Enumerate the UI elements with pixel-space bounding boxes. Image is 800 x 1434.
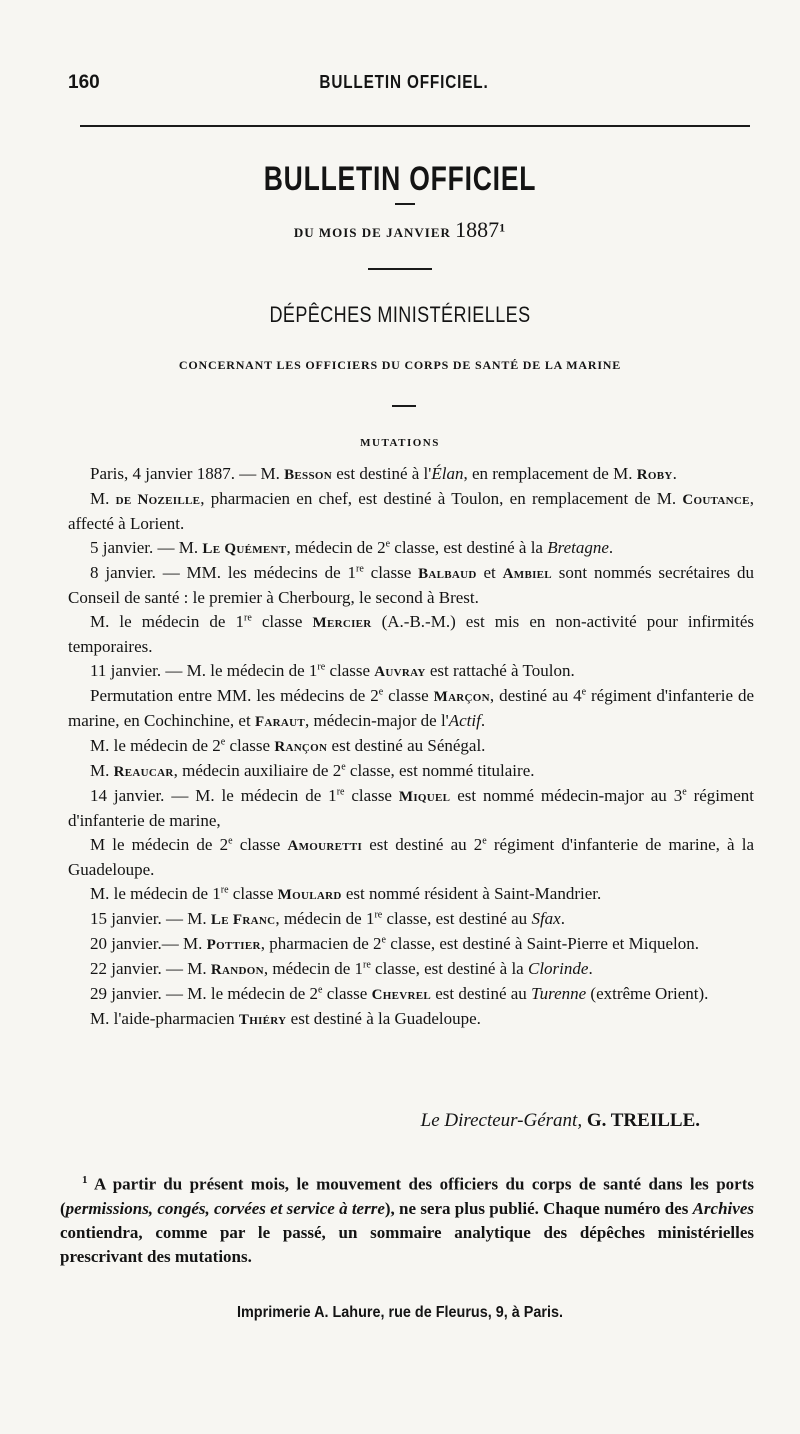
text-run: classe, est destiné au	[382, 909, 532, 928]
italic-text: Archives	[692, 1198, 754, 1218]
superscript: e	[381, 934, 386, 946]
text-run: classe	[232, 835, 288, 854]
subtitle-year: 1887	[455, 217, 500, 242]
title-short-rule	[395, 203, 415, 205]
subtitle-footnote-mark: 1	[499, 220, 507, 235]
text-run: classe, est destiné à la	[370, 959, 528, 978]
person-name: Marçon	[433, 689, 490, 705]
text-run: .	[588, 959, 593, 978]
text-run: est nommé résident à Saint-Mandrier.	[341, 884, 602, 903]
bulletin-title: BULLETIN OFFICIEL	[263, 160, 537, 198]
header-rule	[80, 125, 750, 127]
text-run: classe	[344, 786, 399, 805]
text-run: classe	[225, 736, 275, 755]
footnote	[60, 1168, 754, 1269]
page-number: 160	[68, 72, 100, 93]
superscript: re	[356, 563, 364, 575]
person-name: Moulard	[277, 887, 342, 903]
text-run: classe	[363, 563, 419, 582]
text-run: , en remplacement de M.	[463, 464, 637, 483]
superscript: re	[220, 884, 229, 896]
mutation-entry	[68, 882, 754, 907]
text-run: et	[476, 563, 503, 582]
mutation-entry	[68, 982, 754, 1007]
superscript: e	[220, 736, 226, 748]
text-run: est destiné au	[430, 984, 532, 1003]
mutation-entry	[68, 462, 754, 487]
superscript: 1	[82, 1174, 88, 1186]
subtitle-text: DU MOIS DE JANVIER	[293, 225, 451, 240]
person-name: Coutance	[682, 492, 750, 508]
mutation-entry	[68, 684, 754, 734]
italic-text: Élan	[431, 464, 464, 483]
text-run: est nommé médecin-major au 3	[450, 786, 683, 805]
person-name: Miquel	[398, 789, 451, 805]
signature-name: G. TREILLE.	[586, 1110, 700, 1131]
text-run: 29 janvier. — M. le médecin de 2	[90, 984, 319, 1003]
person-name: Mercier	[312, 615, 372, 631]
superscript: e	[385, 538, 391, 550]
person-name: Pottier	[206, 937, 261, 953]
text-run: , médecin de 2	[286, 538, 386, 557]
text-run: sont nommés secrétaires du Conseil de santé : le premier à Cherbourg, le second à Brest.	[68, 563, 754, 607]
superscript: re	[363, 959, 371, 971]
text-run: .	[480, 711, 486, 730]
text-run: 5 janvier. — M.	[90, 538, 203, 557]
text-run: 8 janvier. — MM. les médecins de 1	[90, 563, 357, 582]
text-run: régiment d'infanterie de marine, en Cochinchine, et	[68, 686, 754, 730]
text-run: est destiné à l'	[331, 464, 432, 483]
person-name: de Nozeille	[115, 492, 201, 508]
text-run: classe	[251, 612, 313, 631]
text-run: 20 janvier.— M.	[90, 934, 207, 953]
text-run: , médecin de 1	[263, 959, 363, 978]
mutation-entry	[68, 833, 754, 882]
person-name: Rançon	[274, 739, 328, 755]
running-head	[68, 72, 740, 96]
text-run: , médecin-major de l'	[305, 711, 449, 730]
mutation-entry	[68, 907, 754, 932]
superscript: re	[317, 661, 326, 673]
text-run: classe	[228, 884, 278, 903]
footnote-paragraph	[60, 1168, 754, 1269]
text-run: classe	[383, 686, 434, 705]
superscript: e	[581, 686, 587, 698]
text-run: A partir du présent mois, le mouvement des officiers du corps de santé dans les ports (	[60, 1174, 754, 1218]
subtitle-rule	[368, 268, 432, 270]
text-run: , affecté à Lorient.	[68, 489, 754, 533]
superscript: e	[682, 786, 687, 798]
text-run: classe, est destiné à Saint-Pierre et Miquelon.	[386, 934, 699, 953]
text-run: classe, est nommé titulaire.	[345, 761, 535, 780]
section-short-rule	[392, 405, 416, 407]
superscript: re	[374, 909, 383, 921]
superscript: re	[336, 786, 345, 798]
text-run: est destiné au Sénégal.	[327, 736, 486, 755]
mutation-entry	[68, 561, 754, 610]
text-run: M le médecin de 2	[90, 835, 229, 854]
superscript: e	[341, 761, 346, 773]
person-name: Le Quément	[202, 541, 287, 557]
text-run: est destiné au 2	[362, 835, 483, 854]
mutation-entry	[68, 759, 754, 784]
text-run: , médecin de 1	[275, 909, 375, 928]
person-name: Thiéry	[238, 1012, 287, 1028]
mutation-entry	[68, 734, 754, 759]
person-name: Reaucar	[113, 764, 174, 780]
printer-imprint: Imprimerie A. Lahure, rue de Fleurus, 9, à Paris.	[237, 1304, 563, 1321]
italic-text: Clorinde	[527, 959, 589, 978]
text-run: régiment d'infanterie de marine, à la Guadeloupe.	[68, 835, 755, 879]
person-name: Randon	[210, 962, 264, 978]
superscript: e	[378, 686, 384, 698]
text-run: Paris, 4 janvier 1887. — M.	[90, 464, 285, 483]
text-run: 22 janvier. — M.	[90, 959, 211, 978]
bulletin-subtitle	[0, 217, 800, 243]
person-name: Auvray	[374, 664, 426, 680]
signature	[421, 1110, 700, 1132]
text-run: .	[672, 464, 677, 483]
mutation-entry	[68, 659, 754, 684]
italic-text: Sfax	[531, 909, 561, 928]
text-run: classe	[325, 661, 375, 680]
text-run: .	[608, 538, 614, 557]
section-subheading: CONCERNANT LES OFFICIERS DU CORPS DE SANTÉ DE LA MARINE	[178, 358, 622, 372]
text-run: M.	[90, 761, 114, 780]
mutation-entry	[68, 784, 754, 833]
superscript: re	[244, 612, 252, 624]
person-name: Le Franc	[210, 912, 276, 928]
text-run: .	[560, 909, 565, 928]
person-name: Balbaud	[418, 566, 477, 582]
superscript: e	[482, 835, 487, 847]
mutation-entry	[68, 957, 754, 982]
text-run: , pharmacien en chef, est destiné à Toulon, en remplacement de M.	[200, 489, 683, 508]
text-run: 11 janvier. — M. le médecin de 1	[90, 661, 318, 680]
text-run: 14 janvier. — M. le médecin de 1	[90, 786, 337, 805]
person-name: Chevrel	[371, 987, 431, 1003]
text-run: (A.-B.-M.) est mis en non-activité pour infirmités temporaires.	[68, 612, 755, 656]
text-run: est rattaché à Toulon.	[425, 661, 575, 680]
person-name: Besson	[284, 467, 332, 483]
person-name: Faraut	[254, 714, 306, 730]
text-run: (extrême Orient).	[586, 984, 709, 1003]
mutation-entry	[68, 487, 754, 536]
text-run: , pharmacien de 2	[260, 934, 382, 953]
section-title: DÉPÊCHES MINISTÉRIELLES	[269, 302, 531, 327]
mutations-heading: MUTATIONS	[360, 437, 440, 449]
text-run: M. le médecin de 2	[90, 736, 221, 755]
text-run: contiendra, comme par le passé, un sommaire analytique des dépêches ministérielles prescrivant des mutations.	[60, 1222, 754, 1266]
text-run: M. le médecin de 1	[90, 884, 221, 903]
text-run: , médecin auxiliaire de 2	[173, 761, 342, 780]
text-run: M. l'aide-pharmacien	[90, 1009, 239, 1028]
running-title: BULLETIN OFFICIEL.	[319, 72, 489, 92]
text-run: 15 janvier. — M.	[90, 909, 211, 928]
text-run: classe	[322, 984, 372, 1003]
mutation-entry	[68, 536, 754, 561]
person-name: Roby	[636, 467, 673, 483]
text-run: ), ne sera plus publié. Chaque numéro des	[384, 1198, 693, 1218]
text-run: M. le médecin de 1	[90, 612, 244, 631]
text-run: Permutation entre MM. les médecins de 2	[90, 686, 379, 705]
mutation-entry	[68, 932, 754, 957]
italic-text: Bretagne	[547, 538, 609, 557]
text-run: M.	[90, 489, 116, 508]
italic-text: Actif	[448, 711, 481, 730]
mutation-entry	[68, 610, 754, 659]
italic-text: permissions, congés, corvées et service à terre	[65, 1198, 385, 1218]
person-name: Ambiel	[502, 566, 552, 582]
signature-role: Le Directeur-Gérant,	[420, 1110, 583, 1131]
mutations-list	[68, 462, 754, 1032]
mutation-entry	[68, 1007, 754, 1032]
person-name: Amouretti	[287, 838, 363, 854]
text-run: , destiné au 4	[489, 686, 582, 705]
superscript: e	[318, 984, 323, 996]
text-run: classe, est destiné à la	[390, 538, 548, 557]
superscript: e	[228, 835, 233, 847]
italic-text: Turenne	[531, 984, 587, 1003]
text-run: régiment d'infanterie de marine,	[68, 786, 755, 830]
text-run: est destiné à la Guadeloupe.	[286, 1009, 481, 1028]
